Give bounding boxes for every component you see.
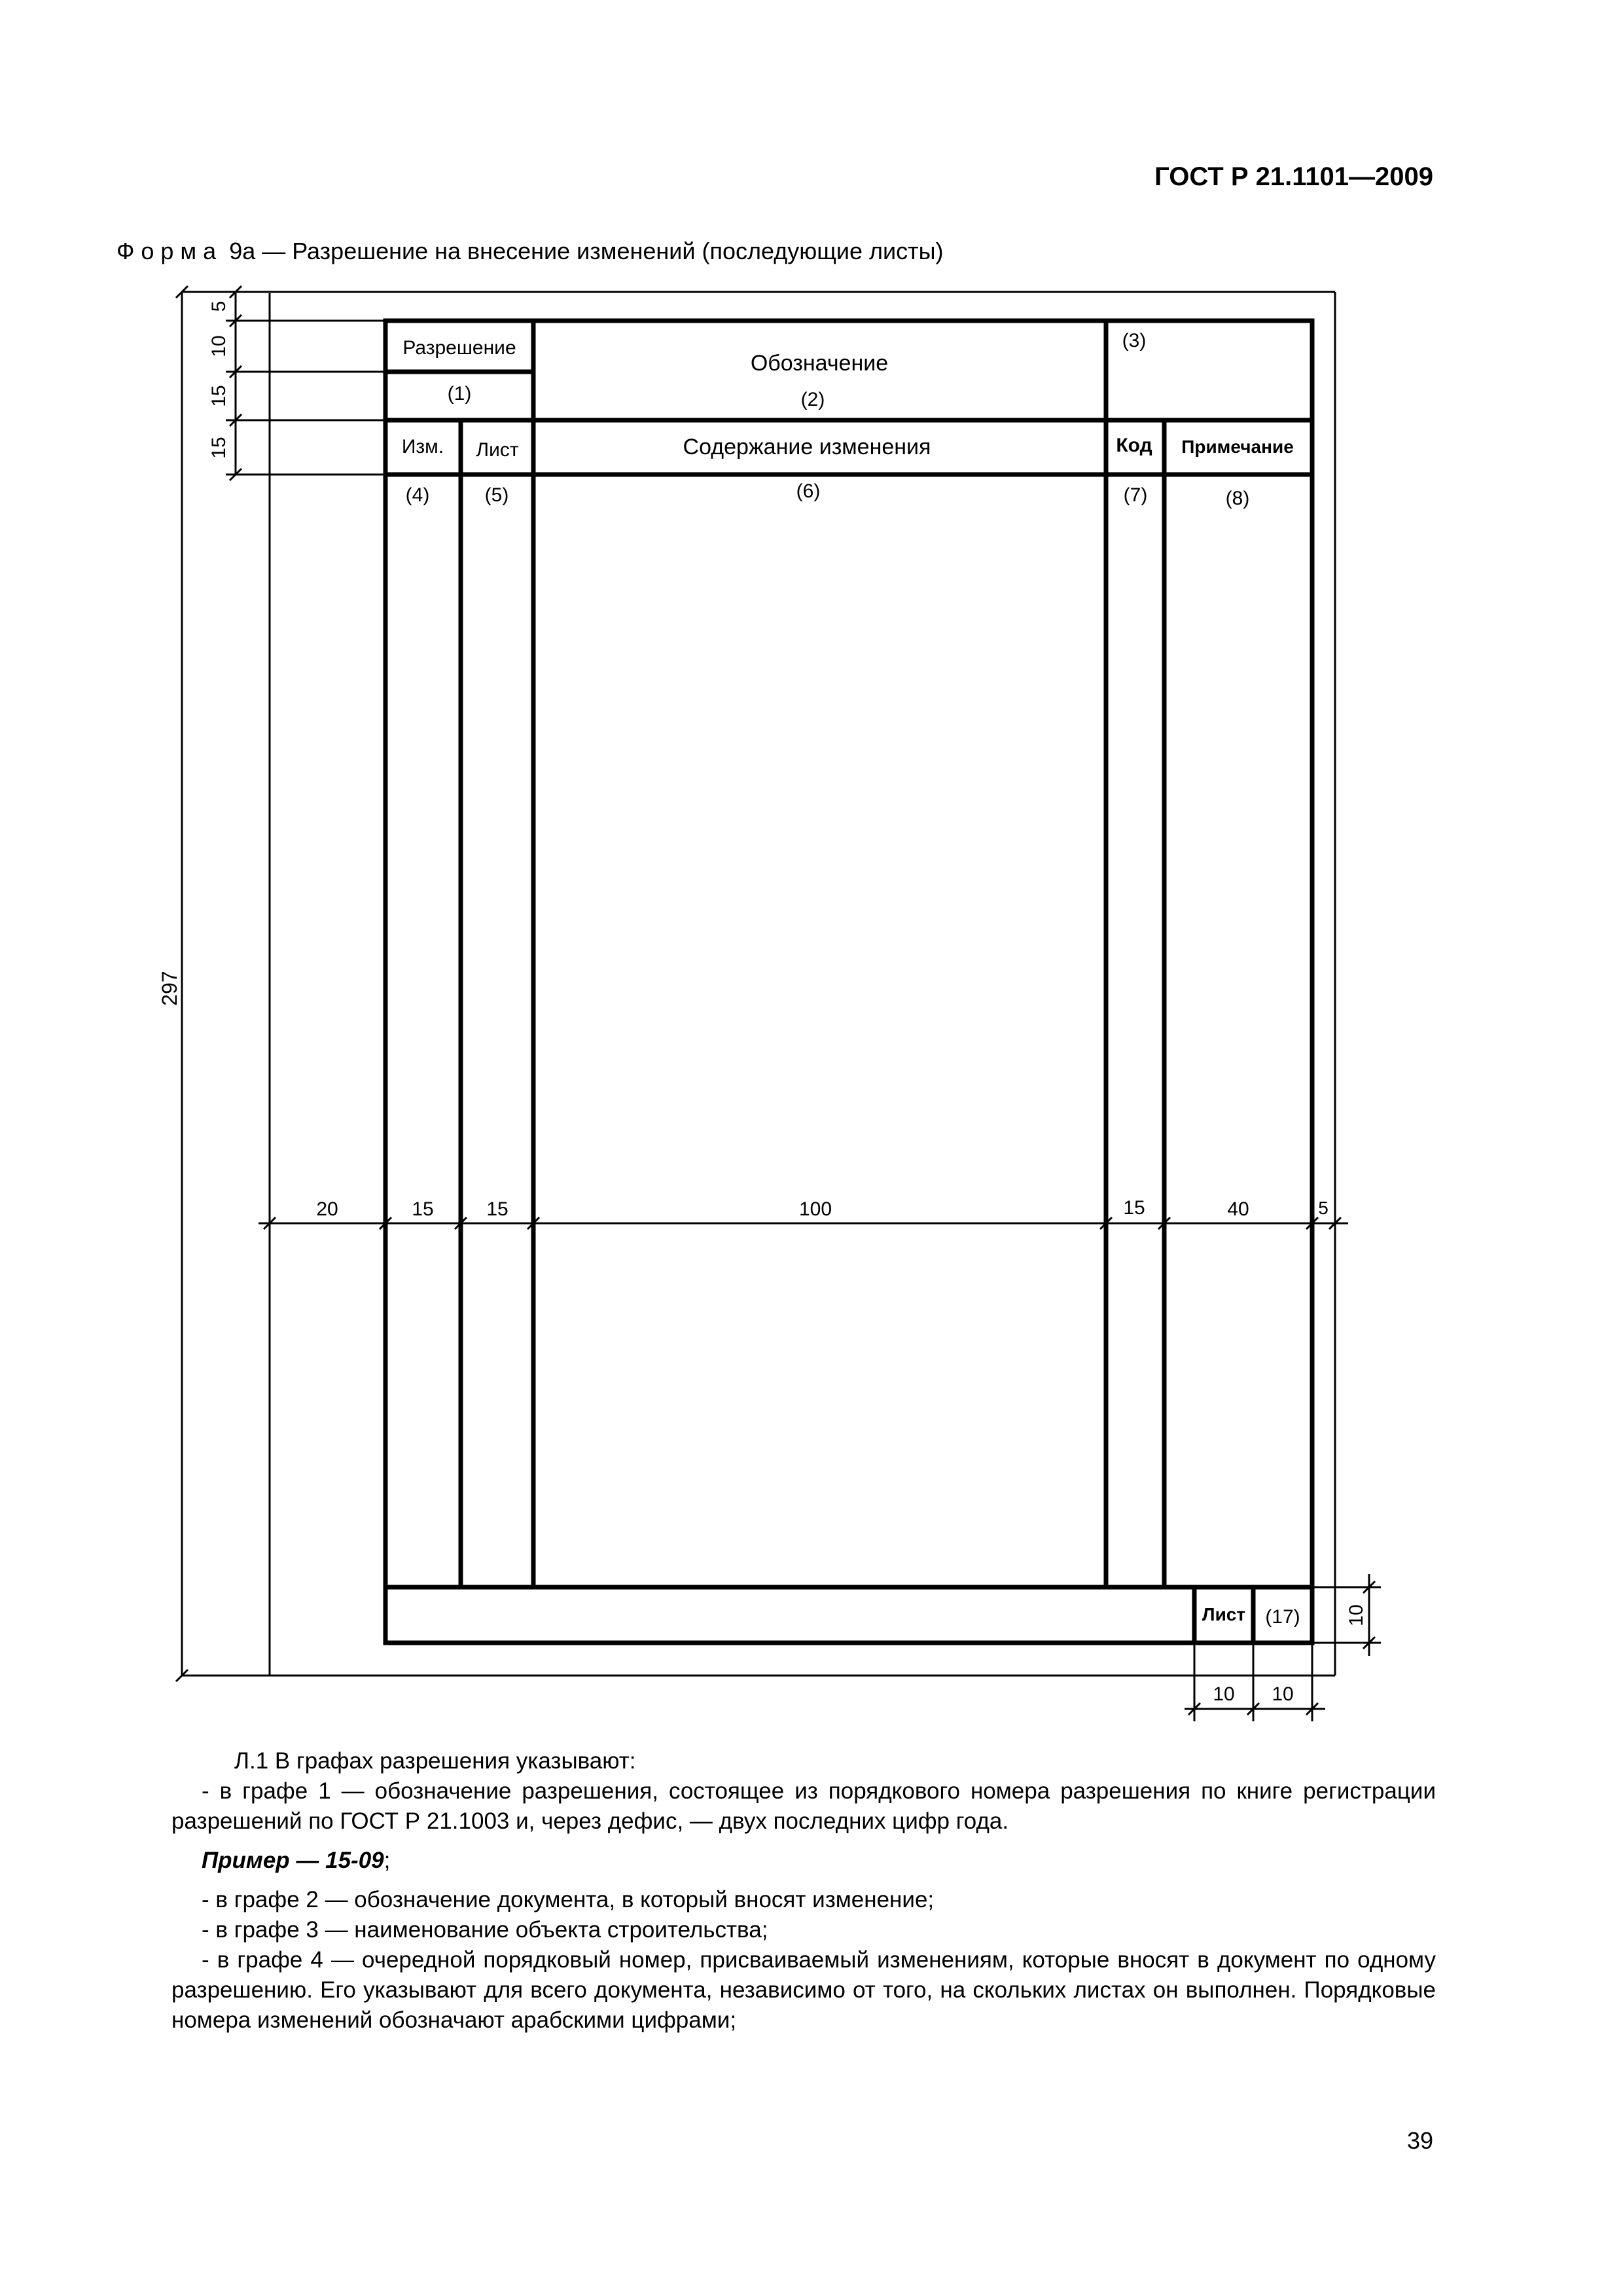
header-note: Примечание (1181, 437, 1294, 457)
clause-heading: Л.1 В графах разрешения указывают: (234, 1748, 636, 1774)
para-graph-2: - в графе 2 — обозначение документа, в который вносят изменение; (202, 1887, 935, 1912)
example-tail: ; (383, 1848, 391, 1873)
dim-h-rev: 15 (412, 1198, 434, 1220)
field-number-8: (8) (1225, 488, 1250, 509)
dim-left-4: 15 (208, 437, 230, 459)
dim-h-right-margin: 5 (1318, 1198, 1329, 1218)
stamp-width-dimensions (1185, 1643, 1325, 1721)
field-number-2: (2) (800, 389, 825, 410)
dim-h-content: 100 (798, 1198, 832, 1220)
body-text (171, 1746, 1436, 2036)
dim-total-height: 297 (158, 971, 181, 1006)
dim-h-sheet: 15 (486, 1198, 508, 1220)
field-number-3: (3) (1122, 330, 1147, 351)
dim-left-2: 10 (208, 335, 230, 357)
example-line (171, 1846, 1436, 1876)
dim-h-margin: 20 (316, 1198, 338, 1220)
dim-stamp-width-2: 10 (1272, 1683, 1294, 1705)
header-code: Код (1116, 435, 1152, 456)
form-caption-label: Форма (116, 238, 223, 264)
field-number-17: (17) (1265, 1606, 1300, 1628)
dim-stamp-height: 10 (1346, 1604, 1367, 1626)
para-graph-4: - в графе 4 — очередной порядковый номер, присваиваемый изменениям, которые вносят в документ по одному разрешению. Его указывают для всего документа, независимо от того, на скольких листах он выполнен. Порядковые номера изменений обозначают арабскими цифрами; (171, 1947, 1436, 2033)
dim-left-3: 15 (208, 385, 230, 407)
example-label: Пример — 15-09 (202, 1848, 384, 1873)
page-number: 39 (1406, 2127, 1433, 2154)
header-permit: Разрешение (402, 337, 516, 359)
header-sheet: Лист (476, 439, 519, 461)
para-graph-3: - в графе 3 — наименование объекта строительства; (202, 1917, 768, 1943)
field-number-6: (6) (796, 480, 821, 502)
field-number-7: (7) (1123, 484, 1148, 506)
dim-h-note: 40 (1227, 1198, 1249, 1220)
field-number-5: (5) (484, 484, 509, 506)
field-number-1: (1) (447, 383, 472, 404)
form-frame (385, 321, 1312, 1643)
para-graph-1: - в графе 1 — обозначение разрешения, состоящее из порядкового номера разрешения по книге регистрации разрешений по ГОСТ Р 21.1003 и, через дефис, — двух последних цифр года. (171, 1778, 1436, 1834)
standard-title: ГОСТ Р 21.1101—2009 (1154, 162, 1433, 191)
stamp-sheet-label: Лист (1202, 1604, 1246, 1624)
header-designation: Обозначение (750, 351, 889, 376)
form-caption-text: 9а — Разрешение на внесение изменений (последующие листы) (223, 238, 944, 264)
dim-stamp-width-1: 10 (1213, 1683, 1235, 1705)
dim-h-code: 15 (1123, 1197, 1145, 1219)
vertical-dimensions (182, 292, 385, 1676)
dim-left-1: 5 (208, 300, 230, 312)
header-rev: Изм. (401, 436, 444, 457)
field-number-4: (4) (405, 484, 430, 506)
header-change-content: Содержание изменения (683, 435, 931, 459)
